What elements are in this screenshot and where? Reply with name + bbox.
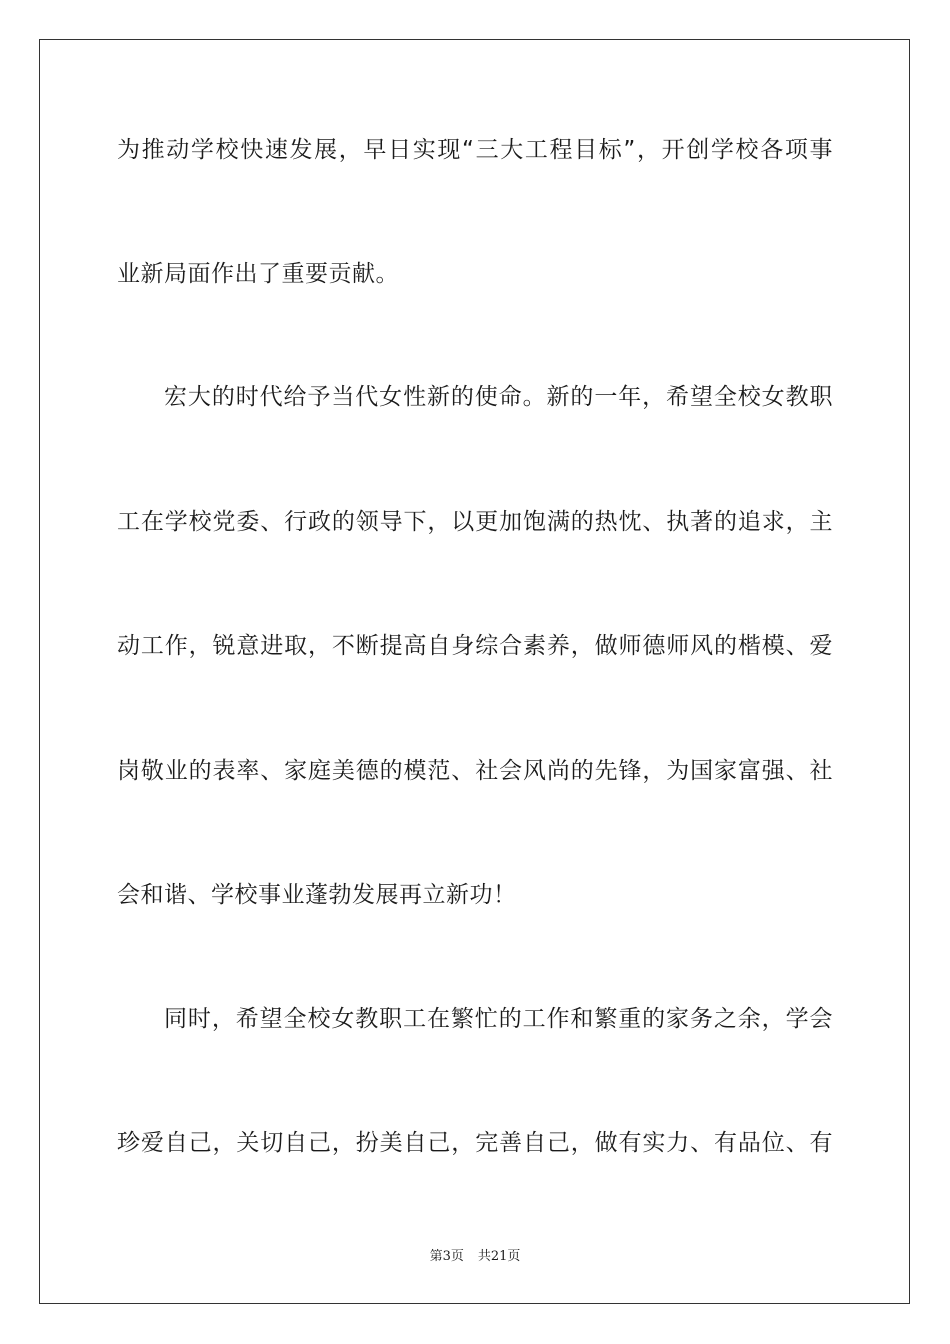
text-line: 动工作，锐意进取，不断提高自身综合素养，做师德师风的楷模、爱 — [117, 633, 833, 659]
text-line: 工在学校党委、行政的领导下，以更加饱满的热忱、执著的追求，主 — [117, 509, 833, 535]
text-line: 珍爱自己，关切自己，扮美自己，完善自己，做有实力、有品位、有 — [117, 1130, 833, 1156]
page-number: 第3页 — [429, 1249, 464, 1264]
page-footer — [0, 1245, 950, 1264]
text-line: 宏大的时代给予当代女性新的使命。新的一年，希望全校女教职 — [164, 384, 833, 410]
text-line: 同时，希望全校女教职工在繁忙的工作和繁重的家务之余，学会 — [164, 1006, 833, 1032]
text-line: 会和谐、学校事业蓬勃发展再立新功！ — [117, 882, 517, 908]
text-line: 业新局面作出了重要贡献。 — [117, 261, 399, 287]
page-total: 共21页 — [477, 1249, 521, 1264]
text-line: 岗敬业的表率、家庭美德的模范、社会风尚的先锋，为国家富强、社 — [117, 758, 833, 784]
text-line: 为推动学校快速发展，早日实现“三大工程目标”，开创学校各项事 — [117, 137, 833, 163]
page-border — [39, 39, 910, 1304]
